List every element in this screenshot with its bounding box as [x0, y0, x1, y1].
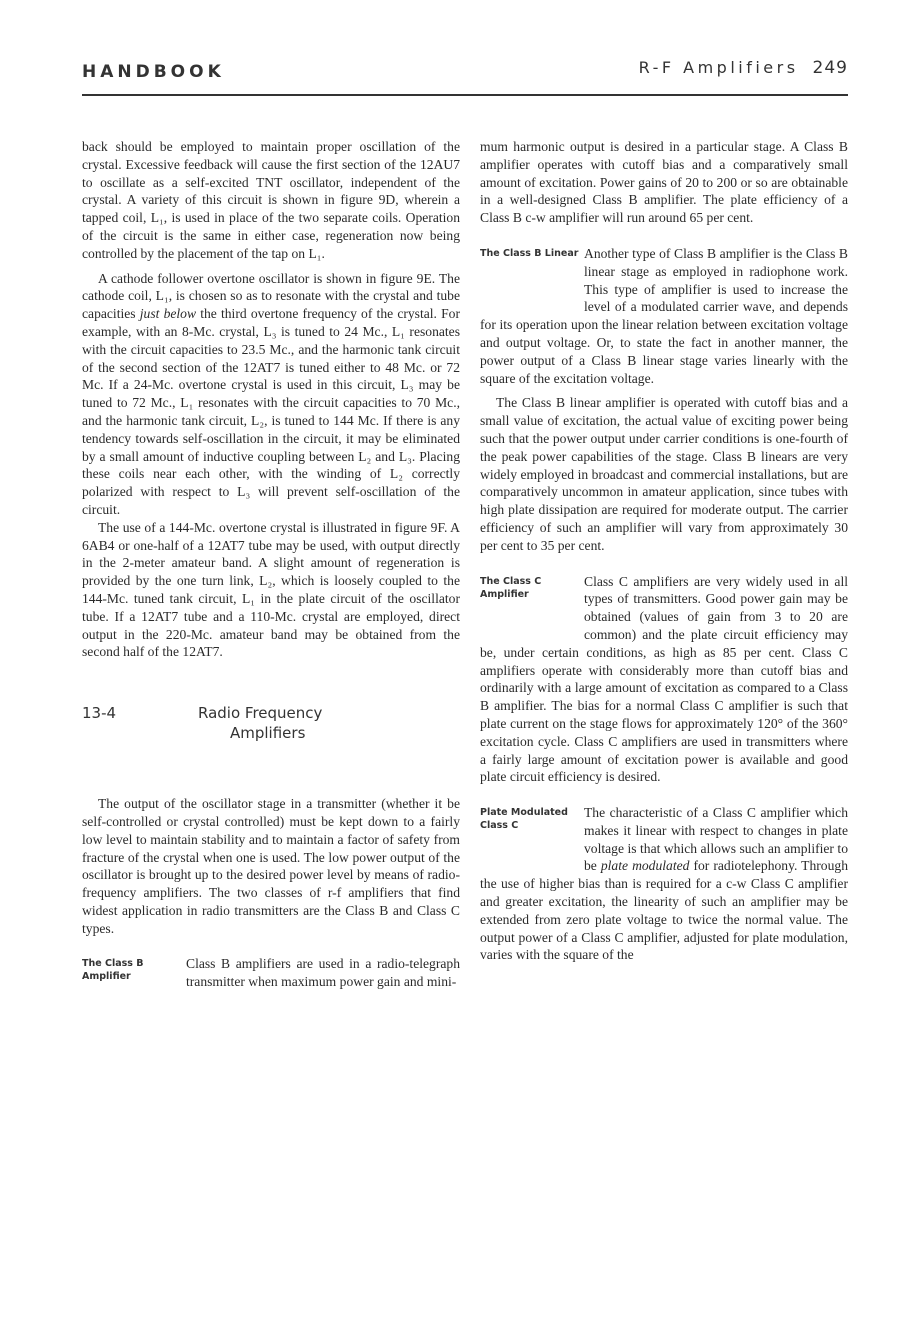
text: Class C amplifiers are very widely used in all types of transmitters. Good power gain may be obtained (values of gain from 3 to 20 are common) and the plate circuit efficiency may be, under certain conditions, as high as 85 per cent. Class C amplifiers operate with considerably more than cutoff bias and ordinarily with a large amount of excitation as compared to a Class B amplifier. The bias for a normal Class C amplifier is such that plate current on the stage flows for approximately 120° of the 360° excitation cycle. Class C amplifiers are used in transmitters where a fairly large amount of excitation power is available and good plate circuit efficiency is desired. [480, 573, 848, 785]
running-header-chapter [639, 58, 848, 78]
section-title-line1: Radio Frequency [198, 704, 323, 723]
paragraph: The Class B linear amplifier is operated with cutoff bias and a small value of excitation, the actual value of exciting power being such that the power output under carrier conditions is one-fourth of the peak power capabilities of the stage. Class B linears are very widely employed in broadcast and commercial installations, but are comparatively uncommon in amateur application, since tubes with high plate dissipation are required for moderate output. The carrier efficiency of such an amplifier will vary from approximately 30 per cent to 35 per cent. [480, 395, 848, 553]
sidehead: Plate Modulated Class C [480, 807, 568, 832]
section-title-line2: Amplifiers [230, 724, 306, 743]
paragraph-with-sidehead [480, 245, 848, 387]
sidehead: The Class B Linear [480, 247, 579, 259]
paragraph: mum harmonic output is desired in a particular stage. A Class B amplifier operates with cutoff bias and a comparatively small amount of excitation. Power gains of 20 to 200 or so are obtainable in a well-designed Class B amplifier. The plate efficiency of a Class B c-w amplifier will run around 65 per cent. [480, 139, 848, 226]
italic-text: plate modulated [600, 858, 690, 874]
header-rule [82, 94, 848, 96]
paragraph-with-sidehead [82, 955, 460, 991]
page-number: 249 [812, 58, 848, 78]
paragraph: The output of the oscillator stage in a transmitter (whether it be self-controlled or crystal controlled) must be kept down to a fairly low level to maintain stability and to maintain a factor of safety from fracture of the crystal when one is used. The low power output of the oscillator is brought up to the desired power level by means of radio-frequency amplifiers. The two classes of r-f amplifiers that find widest application in radio transmitters are the Class B and Class C types. [82, 796, 460, 936]
text: The characteristic of a Class C amplifier which makes it linear with respect to changes in plate voltage is that which allows such an amplifier to be [584, 805, 848, 874]
paragraph-with-sidehead [480, 804, 848, 964]
section-heading [82, 705, 460, 795]
italic-text: just below [139, 306, 197, 322]
chapter-title: R-F Amplifiers [638, 58, 799, 77]
paragraph: The use of a 144-Mc. overtone crystal is illustrated in figure 9F. A 6AB4 or one-half of a 12AT7 tube may be used, with output directly in the 2-meter amateur band. A slight amount of regeneration is provided by the one turn link, L₂, which is loosely coupled to the 144-Mc. tuned tank circuit, L₁ in the plate circuit of the oscillator tube. If a 12AT7 tube and a 110-Mc. crystal are employed, direct output in the 220-Mc. amateur band may be obtained from the second half of the 12AT7. [82, 519, 460, 660]
right-column [480, 138, 848, 964]
text: the third overtone frequency of the crystal. For example, with an 8-Mc. crystal, L₃ is tuned to 24 Mc., L₁ resonates with the circuit capacities to 23.5 Mc., and the harmonic tank circuit of the second section of the 12AT7 is tuned either to 48 Mc. or 72 Mc. If a 24-Mc. overtone crystal is used in this circuit, L₃ may be tuned to 72 Mc., L₁ resonates with the circuit capacities to 70 Mc., and the harmonic tank circuit, L₂, is tuned to 144 Mc. If there is any tendency towards self-oscillation in the circuit, it may be eliminated by a small amount of inductive coupling between L₂ and L₃. Placing these coils near each other, with the winding of L₂ correctly polarized with respect to L₃ will prevent self-oscillation of the circuit. [82, 306, 461, 517]
text: Another type of Class B amplifier is the Class B linear stage as employed in radiophone work. This type of amplifier is used to increase the level of a modulated carrier wave, and depends for its operation upon the linear relation between excitation voltage and output voltage. Or, to state the fact in another manner, the power output of a Class B linear stage varies linearly with the square of the excitation voltage. [480, 245, 848, 386]
left-column [82, 138, 460, 1009]
text: Class B amplifiers are used in a radio-telegraph transmitter when maximum power gain and mini- [186, 956, 460, 990]
paragraph [82, 270, 460, 519]
sidehead: The Class B Amplifier [82, 958, 144, 983]
section-number: 13-4 [82, 704, 117, 723]
running-header-title: HANDBOOK [82, 62, 225, 82]
paragraph-with-sidehead [480, 573, 848, 787]
text: for radiotelephony. Through the use of higher bias than is required for a c-w Class C amplifier and greater excitation, the linearity of such an amplifier may be extended from zero plate voltage to twice the normal value. The output power of a Class C amplifier, adjusted for plate modulation, varies with the square of the [480, 858, 848, 963]
sidehead: The Class C Amplifier [480, 575, 542, 600]
text: A cathode follower overtone oscillator is shown in figure 9E. The cathode coil, L₁, is chosen so as to resonate with the crystal and tube capacities [82, 270, 460, 322]
paragraph: back should be employed to maintain proper oscillation of the crystal. Excessive feedback will cause the first section of the 12AU7 to oscillate as a self-excited TNT oscillator, independent of the crystal. A variety of this circuit is shown in figure 9D, wherein a tapped coil, L₁, is used in place of the two separate coils. Operation of the circuit is the same in either case, regeneration now being controlled by the placement of the tap on L₁. [82, 139, 460, 261]
